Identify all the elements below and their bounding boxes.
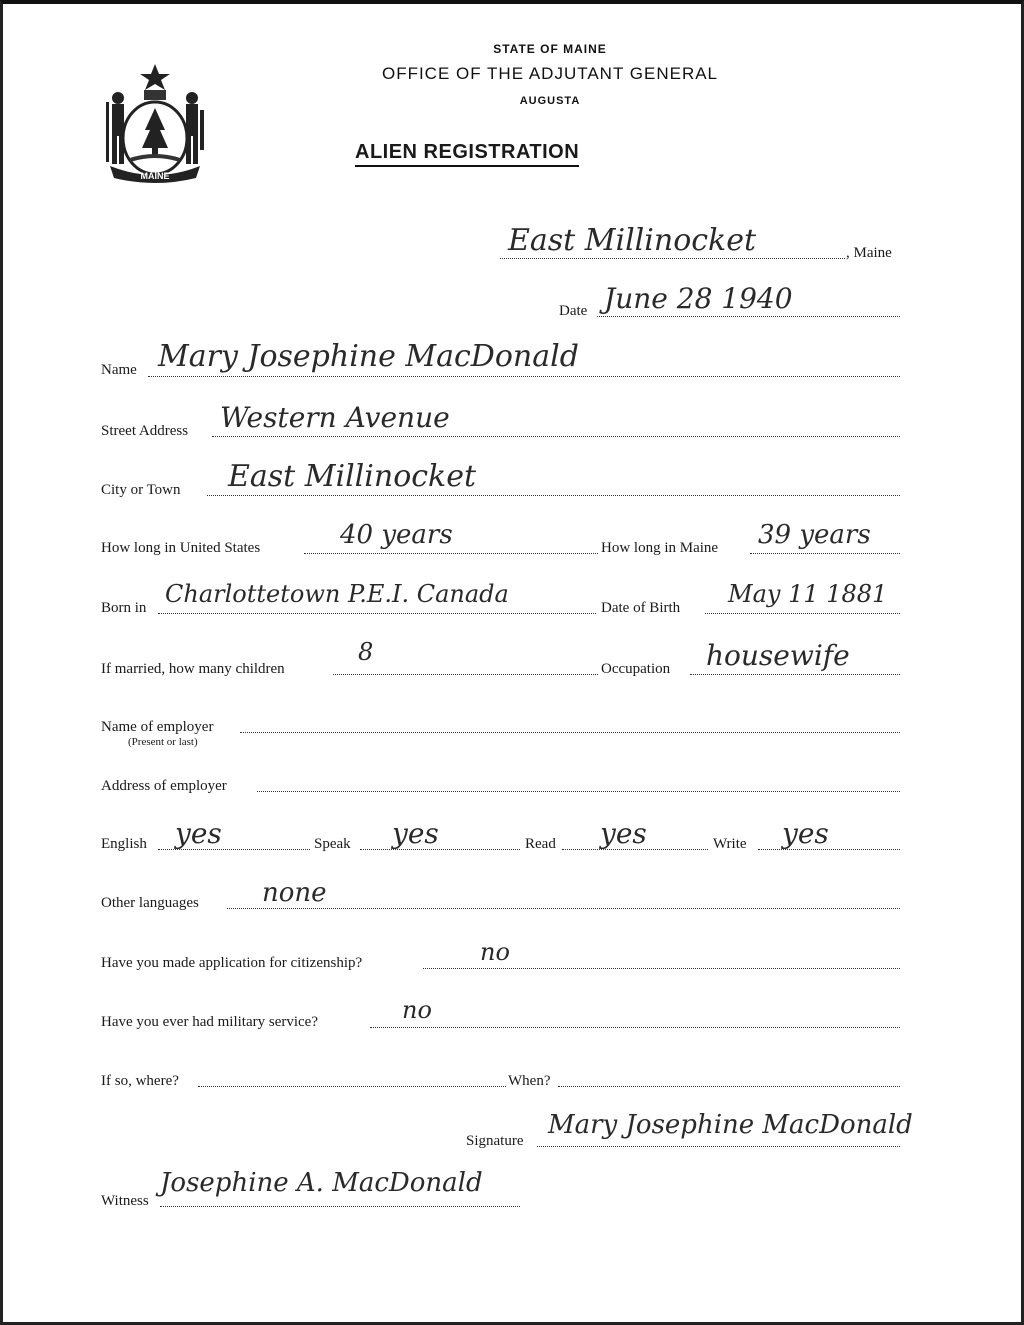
- signature-value: Mary Josephine MacDonald: [548, 1110, 913, 1140]
- speak-value: yes: [392, 817, 439, 850]
- street-value: Western Avenue: [220, 401, 450, 434]
- form-title: ALIEN REGISTRATION: [355, 141, 579, 167]
- name-value: Mary Josephine MacDonald: [158, 339, 579, 374]
- how-long-us-line: [304, 553, 598, 554]
- write-label: Write: [713, 836, 747, 852]
- born-in-label: Born in: [101, 600, 147, 616]
- military-value: no: [402, 996, 432, 1024]
- when-line: [558, 1086, 900, 1087]
- employer-label: Name of employer: [101, 719, 214, 735]
- citizenship-value: no: [480, 938, 510, 966]
- born-in-value: Charlottetown P.E.I. Canada: [165, 580, 509, 608]
- write-line: [758, 849, 900, 850]
- occupation-line: [690, 674, 900, 675]
- witness-value: Josephine A. MacDonald: [160, 1168, 483, 1198]
- other-languages-label: Other languages: [101, 895, 199, 911]
- other-languages-value: none: [262, 878, 327, 908]
- employer-address-label: Address of employer: [101, 778, 227, 794]
- how-long-maine-value: 39 years: [758, 520, 871, 550]
- date-line: [597, 316, 900, 317]
- witness-label: Witness: [101, 1193, 149, 1209]
- svg-text:MAINE: MAINE: [140, 171, 170, 181]
- if-so-where-line: [198, 1086, 506, 1087]
- date-value: June 28 1940: [604, 282, 793, 315]
- read-label: Read: [525, 836, 556, 852]
- date-of-birth-label: Date of Birth: [601, 600, 681, 616]
- military-label: Have you ever had military service?: [101, 1014, 318, 1030]
- speak-label: Speak: [314, 836, 351, 852]
- city-heading: AUGUSTA: [519, 95, 581, 107]
- when-label: When?: [508, 1073, 551, 1089]
- name-label: Name: [101, 362, 137, 378]
- maine-state-seal: [100, 60, 210, 185]
- city-line: [207, 495, 900, 496]
- how-long-us-label: How long in United States: [101, 540, 261, 556]
- military-line: [370, 1027, 900, 1028]
- how-long-us-value: 40 years: [340, 520, 453, 550]
- state-heading: STATE OF MAINE: [493, 42, 607, 56]
- citizenship-label: Have you made application for citizenship?: [101, 955, 363, 971]
- english-label: English: [101, 836, 147, 852]
- employer-sublabel: (Present or last): [128, 736, 198, 748]
- city-value: East Millinocket: [228, 459, 477, 494]
- occupation-value: housewife: [706, 639, 850, 672]
- children-value: 8: [358, 638, 374, 666]
- if-so-where-label: If so, where?: [101, 1073, 179, 1089]
- citizenship-line: [423, 968, 900, 969]
- occupation-label: Occupation: [601, 661, 671, 677]
- date-of-birth-line: [705, 613, 900, 614]
- signature-line: [537, 1146, 900, 1147]
- signature-label: Signature: [466, 1133, 524, 1149]
- street-line: [212, 436, 900, 437]
- date-label: Date: [559, 303, 588, 319]
- children-label: If married, how many children: [101, 661, 285, 677]
- english-value: yes: [175, 817, 222, 850]
- children-line: [333, 674, 598, 675]
- write-value: yes: [782, 817, 829, 850]
- read-value: yes: [600, 817, 647, 850]
- witness-line: [160, 1206, 520, 1207]
- born-in-line: [158, 613, 596, 614]
- how-long-maine-label: How long in Maine: [601, 540, 719, 556]
- speak-line: [360, 849, 520, 850]
- date-of-birth-value: May 11 1881: [728, 580, 888, 608]
- maine-suffix: , Maine: [846, 245, 892, 261]
- other-languages-line: [227, 908, 900, 909]
- city-label: City or Town: [101, 482, 181, 498]
- employer-address-line: [257, 791, 900, 792]
- how-long-maine-line: [750, 553, 900, 554]
- street-label: Street Address: [101, 423, 189, 439]
- town-value: East Millinocket: [508, 223, 757, 258]
- town-line: [500, 258, 845, 259]
- employer-line: [240, 732, 900, 733]
- name-line: [148, 376, 900, 377]
- office-heading: OFFICE OF THE ADJUTANT GENERAL: [381, 64, 719, 83]
